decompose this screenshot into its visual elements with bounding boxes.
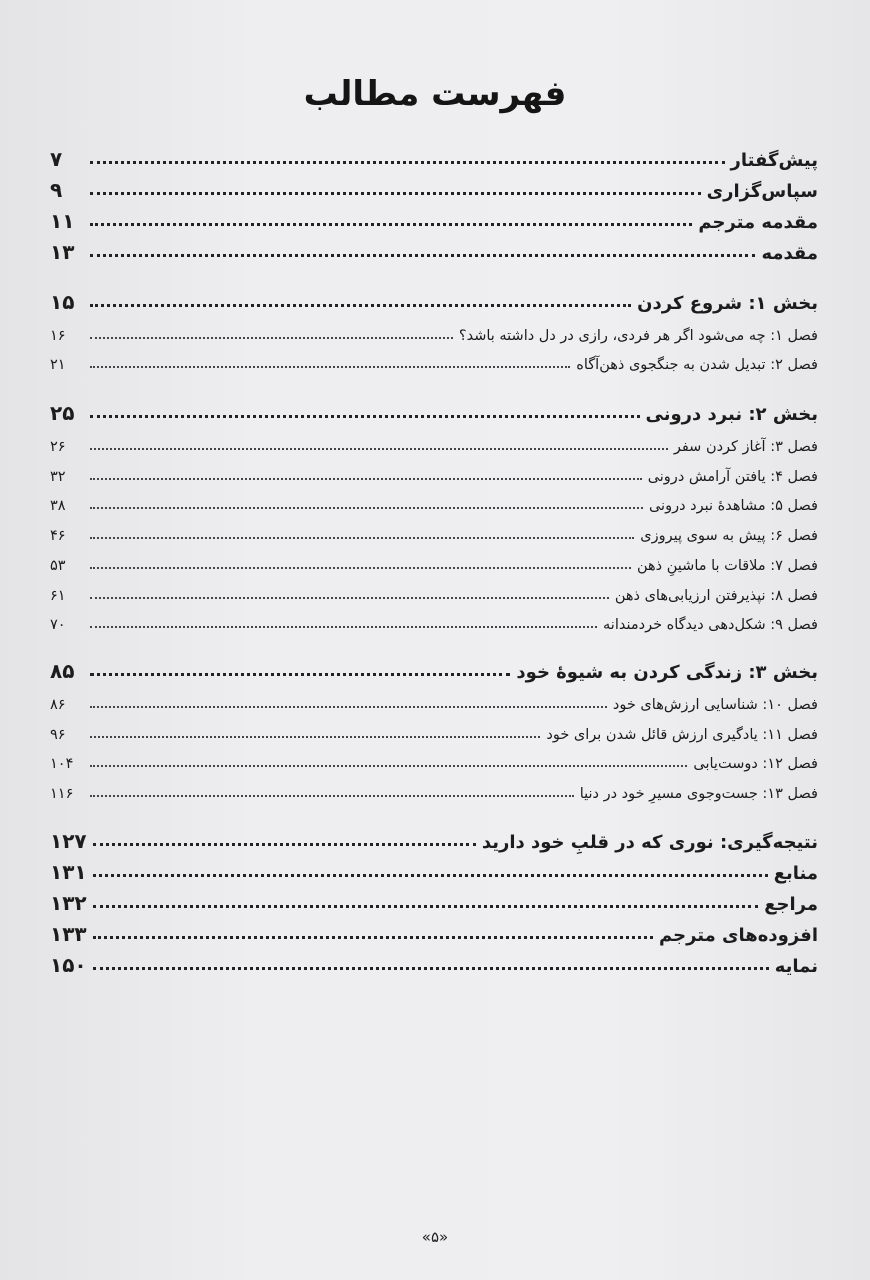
entry-label: بخش ۲: نبرد درونی bbox=[645, 404, 818, 426]
dot-leader bbox=[90, 366, 570, 368]
entry-page: ۲۶ bbox=[50, 439, 66, 456]
entry-label: فصل ۲: تبدیل شدن به جنگجوی ذهن‌آگاه bbox=[576, 357, 818, 374]
entry-label: فصل ۵: مشاهدهٔ نبرد درونی bbox=[648, 498, 818, 515]
dot-leader bbox=[90, 507, 643, 509]
chapter-entry bbox=[50, 544, 818, 574]
spacer bbox=[50, 373, 818, 395]
dot-leader bbox=[90, 706, 607, 708]
entry-page: ۸۶ bbox=[50, 696, 66, 713]
chapter-entry bbox=[50, 574, 818, 604]
entry-label: بخش ۳: زندگی کردن به شیوهٔ خود bbox=[516, 662, 818, 684]
dot-leader bbox=[90, 567, 631, 569]
entry-label: مقدمه مترجم bbox=[698, 212, 818, 233]
dot-leader bbox=[90, 192, 701, 195]
entry-label: افزوده‌های مترجم bbox=[659, 924, 818, 946]
entry-page: ۳۲ bbox=[50, 468, 66, 485]
closing-section bbox=[50, 822, 818, 977]
dot-leader bbox=[90, 597, 609, 599]
entry-label: فصل ۶: پیش به سوی پیروزی bbox=[640, 528, 818, 545]
page-title: فهرست مطالب bbox=[303, 74, 567, 114]
entry-label: نمایه bbox=[774, 955, 818, 977]
dot-leader bbox=[90, 795, 574, 797]
entry-page: ۱۶ bbox=[50, 327, 66, 344]
entry-page: ۱۰۴ bbox=[50, 756, 74, 773]
dot-leader bbox=[90, 254, 755, 257]
entry-label: پیش‌گفتار bbox=[730, 150, 818, 171]
dot-leader bbox=[93, 874, 768, 877]
entry-page: ۱۱ bbox=[50, 209, 75, 233]
entry-page: ۸۵ bbox=[50, 659, 75, 684]
entry-label: فصل ۱۳: جست‌وجوی مسیرِ خود در دنیا bbox=[579, 785, 818, 802]
toc-entry bbox=[50, 171, 818, 202]
entry-page: ۶۱ bbox=[50, 587, 66, 604]
entry-label: فصل ۱۱: یادگیری ارزش قائل شدن برای خود bbox=[546, 726, 818, 743]
dot-leader bbox=[90, 304, 631, 307]
entry-label: فصل ۱۰: شناسایی ارزش‌های خود bbox=[612, 696, 818, 713]
spacer bbox=[50, 264, 818, 284]
chapter-entry bbox=[50, 344, 818, 374]
toc-entry bbox=[50, 202, 818, 233]
entry-page: ۱۵ bbox=[50, 290, 75, 314]
toc-entry bbox=[50, 884, 818, 915]
part-heading bbox=[50, 284, 818, 314]
chapter-entry bbox=[50, 425, 818, 455]
dot-leader bbox=[90, 448, 668, 450]
entry-page: ۴۶ bbox=[50, 528, 66, 545]
dot-leader bbox=[90, 478, 642, 480]
dot-leader bbox=[90, 223, 692, 226]
chapter-entry bbox=[50, 683, 818, 713]
entry-page: ۵۳ bbox=[50, 557, 66, 574]
chapter-entry bbox=[50, 485, 818, 515]
entry-page: ۱۳۳ bbox=[50, 921, 87, 946]
dot-leader bbox=[90, 537, 634, 539]
entry-label: سپاس‌گزاری bbox=[706, 181, 818, 202]
entry-page: ۹۶ bbox=[50, 726, 66, 743]
entry-page: ۱۳۲ bbox=[50, 890, 87, 915]
chapter-entry bbox=[50, 514, 818, 544]
toc-entry bbox=[50, 822, 818, 853]
entry-page: ۷ bbox=[50, 147, 63, 171]
entry-page: ۱۵۰ bbox=[50, 952, 87, 977]
entry-label: منابع bbox=[773, 862, 818, 884]
chapter-entry bbox=[50, 455, 818, 485]
entry-page: ۲۱ bbox=[50, 357, 66, 374]
entry-page: ۷۰ bbox=[50, 617, 66, 634]
entry-label: فصل ۳: آغاز کردن سفر bbox=[673, 439, 818, 456]
dot-leader bbox=[93, 936, 653, 939]
entry-page: ۹ bbox=[50, 178, 63, 202]
table-of-contents bbox=[50, 140, 818, 977]
entry-page: ۱۳۱ bbox=[50, 859, 87, 884]
dot-leader bbox=[93, 905, 759, 908]
part-2-section bbox=[50, 395, 818, 633]
chapter-entry bbox=[50, 713, 818, 743]
entry-page: ۳۸ bbox=[50, 498, 66, 515]
entry-label: فصل ۷: ملاقات با ماشینِ ذهن bbox=[637, 557, 818, 574]
entry-label: فصل ۸: نپذیرفتن ارزیابی‌های ذهن bbox=[614, 587, 818, 604]
entry-page: ۲۵ bbox=[50, 401, 75, 426]
entry-label: فصل ۱: چه می‌شود اگر هر فردی، رازی در دل داشته باشد؟ bbox=[458, 327, 818, 344]
entry-label: فصل ۱۲: دوست‌یابی bbox=[693, 756, 818, 773]
dot-leader bbox=[90, 337, 453, 339]
entry-label: نتیجه‌گیری: نوری که در قلبِ خود دارید bbox=[481, 831, 818, 853]
spacer bbox=[50, 802, 818, 822]
part-heading bbox=[50, 395, 818, 425]
chapter-entry bbox=[50, 772, 818, 802]
chapter-entry bbox=[50, 604, 818, 634]
dot-leader bbox=[90, 765, 687, 767]
part-heading bbox=[50, 653, 818, 683]
entry-page: ۱۳ bbox=[50, 240, 75, 264]
chapter-entry bbox=[50, 314, 818, 344]
toc-entry bbox=[50, 853, 818, 884]
entry-label: مقدمه bbox=[761, 243, 818, 264]
entry-label: مراجع bbox=[764, 893, 818, 915]
entry-label: فصل ۴: یافتن آرامش درونی bbox=[647, 468, 818, 485]
toc-entry bbox=[50, 946, 818, 977]
page-number: «۵» bbox=[421, 1228, 449, 1246]
part-1-section bbox=[50, 284, 818, 373]
part-3-section bbox=[50, 653, 818, 802]
dot-leader bbox=[93, 843, 476, 846]
dot-leader bbox=[90, 626, 597, 628]
dot-leader bbox=[90, 673, 510, 676]
toc-entry bbox=[50, 915, 818, 946]
chapter-entry bbox=[50, 743, 818, 773]
dot-leader bbox=[93, 967, 769, 970]
dot-leader bbox=[90, 161, 725, 164]
toc-entry bbox=[50, 140, 818, 171]
dot-leader bbox=[90, 736, 540, 738]
spacer bbox=[50, 633, 818, 653]
entry-label: فصل ۹: شکل‌دهی دیدگاه خردمندانه bbox=[603, 617, 818, 634]
entry-page: ۱۱۶ bbox=[50, 785, 74, 802]
entry-label: بخش ۱: شروع کردن bbox=[637, 293, 818, 314]
entry-page: ۱۲۷ bbox=[50, 828, 87, 853]
intro-section bbox=[50, 140, 818, 264]
dot-leader bbox=[90, 415, 640, 418]
toc-entry bbox=[50, 233, 818, 264]
